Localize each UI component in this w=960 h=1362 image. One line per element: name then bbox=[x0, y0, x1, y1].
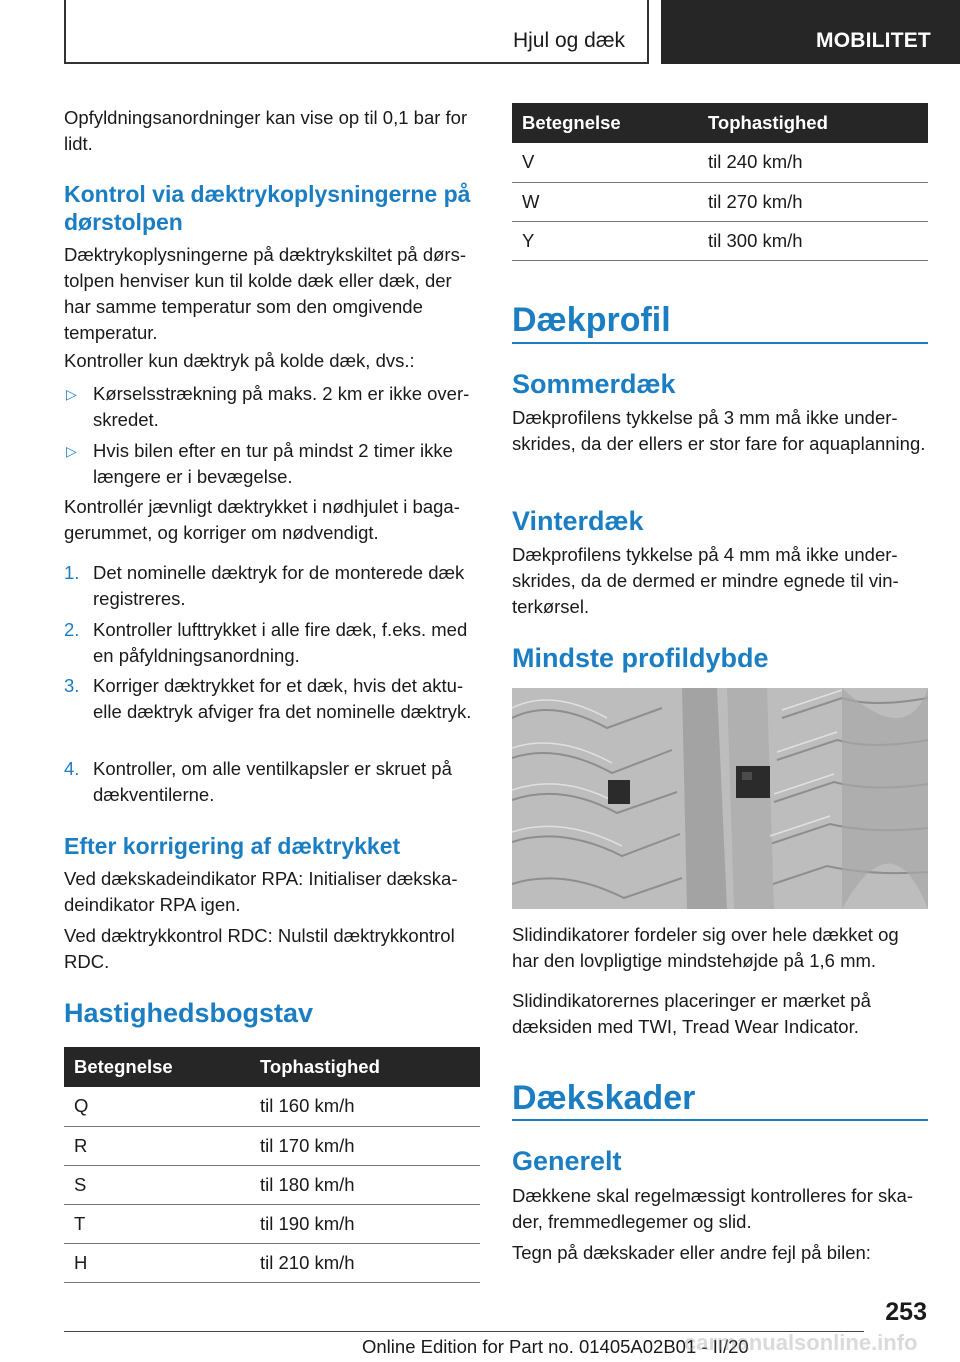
heading-tyre-damage: Dækskader bbox=[512, 1079, 696, 1117]
table-row: Y til 300 km/h bbox=[512, 221, 928, 260]
column-header: Tophastighed bbox=[698, 103, 928, 143]
heading-min-tread-depth: Mindste profildybde bbox=[512, 643, 769, 673]
wear-indicator-text: Slidindikatorer fordeler sig over hele dækket og har den lovpligtige mindstehøjde på 1,6 mm. bbox=[512, 924, 899, 971]
chapter-tab[interactable] bbox=[661, 0, 960, 64]
list-item: ▷ Hvis bilen efter en tur på mindst 2 timer ikke længere er i bevægelse. bbox=[66, 440, 453, 487]
section-title: Hjul og dæk bbox=[512, 29, 625, 52]
control-text: Dæktrykoplysningerne på dæktrykskiltet på dørstolpen henviser kun til kolde dæk eller dæk, der har samme temperatur som den omgivende temperatur. bbox=[64, 244, 467, 343]
heading-summer-tyres: Sommerdæk bbox=[512, 369, 676, 399]
table-row: W til 270 km/h bbox=[512, 182, 928, 221]
triangle-bullet-icon: ▷ bbox=[66, 443, 77, 459]
watermark: carmanualsonline.info bbox=[684, 1330, 918, 1355]
intro-text: Opfyldningsanordninger kan vise op til 0,1 bar for lidt. bbox=[64, 107, 468, 154]
rpa-text: Ved dækskadeindikator RPA: Initialiser dækskadeindikator RPA igen. bbox=[64, 868, 458, 915]
step-item: 1. Det nominelle dæktryk for de monterede dæk registreres. bbox=[64, 562, 465, 609]
general-text: Dækkene skal regelmæssigt kontrolleres for skader, fremmedlegemer og slid. bbox=[512, 1185, 913, 1232]
table-row: S til 180 km/h bbox=[64, 1165, 480, 1204]
triangle-bullet-icon: ▷ bbox=[66, 386, 77, 402]
column-header: Betegnelse bbox=[64, 1047, 250, 1087]
heading-tread-profile: Dækprofil bbox=[512, 301, 671, 339]
winter-text: Dækprofilens tykkelse på 4 mm må ikke underskrides, da de dermed er mindre egnede til vinterkørsel. bbox=[512, 544, 899, 617]
section-rule bbox=[512, 342, 928, 344]
column-header: Tophastighed bbox=[250, 1047, 480, 1087]
heading-general: Generelt bbox=[512, 1146, 622, 1176]
header-frame bbox=[64, 0, 649, 64]
table-row: T til 190 km/h bbox=[64, 1204, 480, 1243]
table-row: V til 240 km/h bbox=[512, 143, 928, 182]
twi-text: Slidindikatorernes placeringer er mærket på dæksiden med TWI, Tread Wear Indicator. bbox=[512, 990, 871, 1037]
step-item: 2. Kontroller lufttrykket i alle fire dæk, f.eks. med en påfyldningsanordning. bbox=[64, 619, 468, 666]
heading-speed-letter: Hastighedsbogstav bbox=[64, 998, 314, 1028]
heading-after-correction: Efter korrigering af dæktrykket bbox=[64, 833, 401, 859]
section-rule bbox=[512, 1119, 928, 1121]
speed-table-2 bbox=[512, 103, 928, 261]
rdc-text: Ved dæktrykkontrol RDC: Nulstil dæktrykkontrol RDC. bbox=[64, 925, 455, 972]
heading-winter-tyres: Vinterdæk bbox=[512, 506, 644, 536]
summer-text: Dækprofilens tykkelse på 3 mm må ikke underskrides, da der ellers er stor fare for aquaplanning. bbox=[512, 407, 926, 454]
step-item: 3. Korriger dæktrykket for et dæk, hvis det aktuelle dæktryk afviger fra det nominelle dæktryk. bbox=[64, 675, 472, 722]
table-row: Q til 160 km/h bbox=[64, 1087, 480, 1126]
chapter-title: MOBILITET bbox=[816, 29, 931, 52]
table-header-row bbox=[64, 1047, 480, 1087]
table-header-row bbox=[512, 103, 928, 143]
heading-control: Kontrol via dæktrykoplysningerne på dørstolpen bbox=[64, 181, 471, 235]
check-text: Kontroller kun dæktryk på kolde dæk, dvs.: bbox=[64, 350, 415, 371]
footer-edition: Online Edition for Part no. 01405A02B01 - II/20 bbox=[362, 1336, 749, 1357]
tread-wear-indicator-image bbox=[512, 688, 928, 909]
speed-table-1 bbox=[64, 1047, 480, 1283]
column-header: Betegnelse bbox=[512, 103, 698, 143]
regular-check-text: Kontrollér jævnligt dæktrykket i nødhjulet i bagagerummet, og korriger om nødvendigt. bbox=[64, 496, 460, 543]
table-row: H til 210 km/h bbox=[64, 1243, 480, 1282]
page-number: 253 bbox=[885, 1298, 927, 1326]
step-item: 4. Kontroller, om alle ventilkapsler er skruet på dækventilerne. bbox=[64, 758, 452, 805]
list-item: ▷ Kørselsstrækning på maks. 2 km er ikke overskredet. bbox=[66, 383, 470, 430]
signs-text: Tegn på dækskader eller andre fejl på bilen: bbox=[512, 1242, 871, 1263]
table-row: R til 170 km/h bbox=[64, 1126, 480, 1165]
